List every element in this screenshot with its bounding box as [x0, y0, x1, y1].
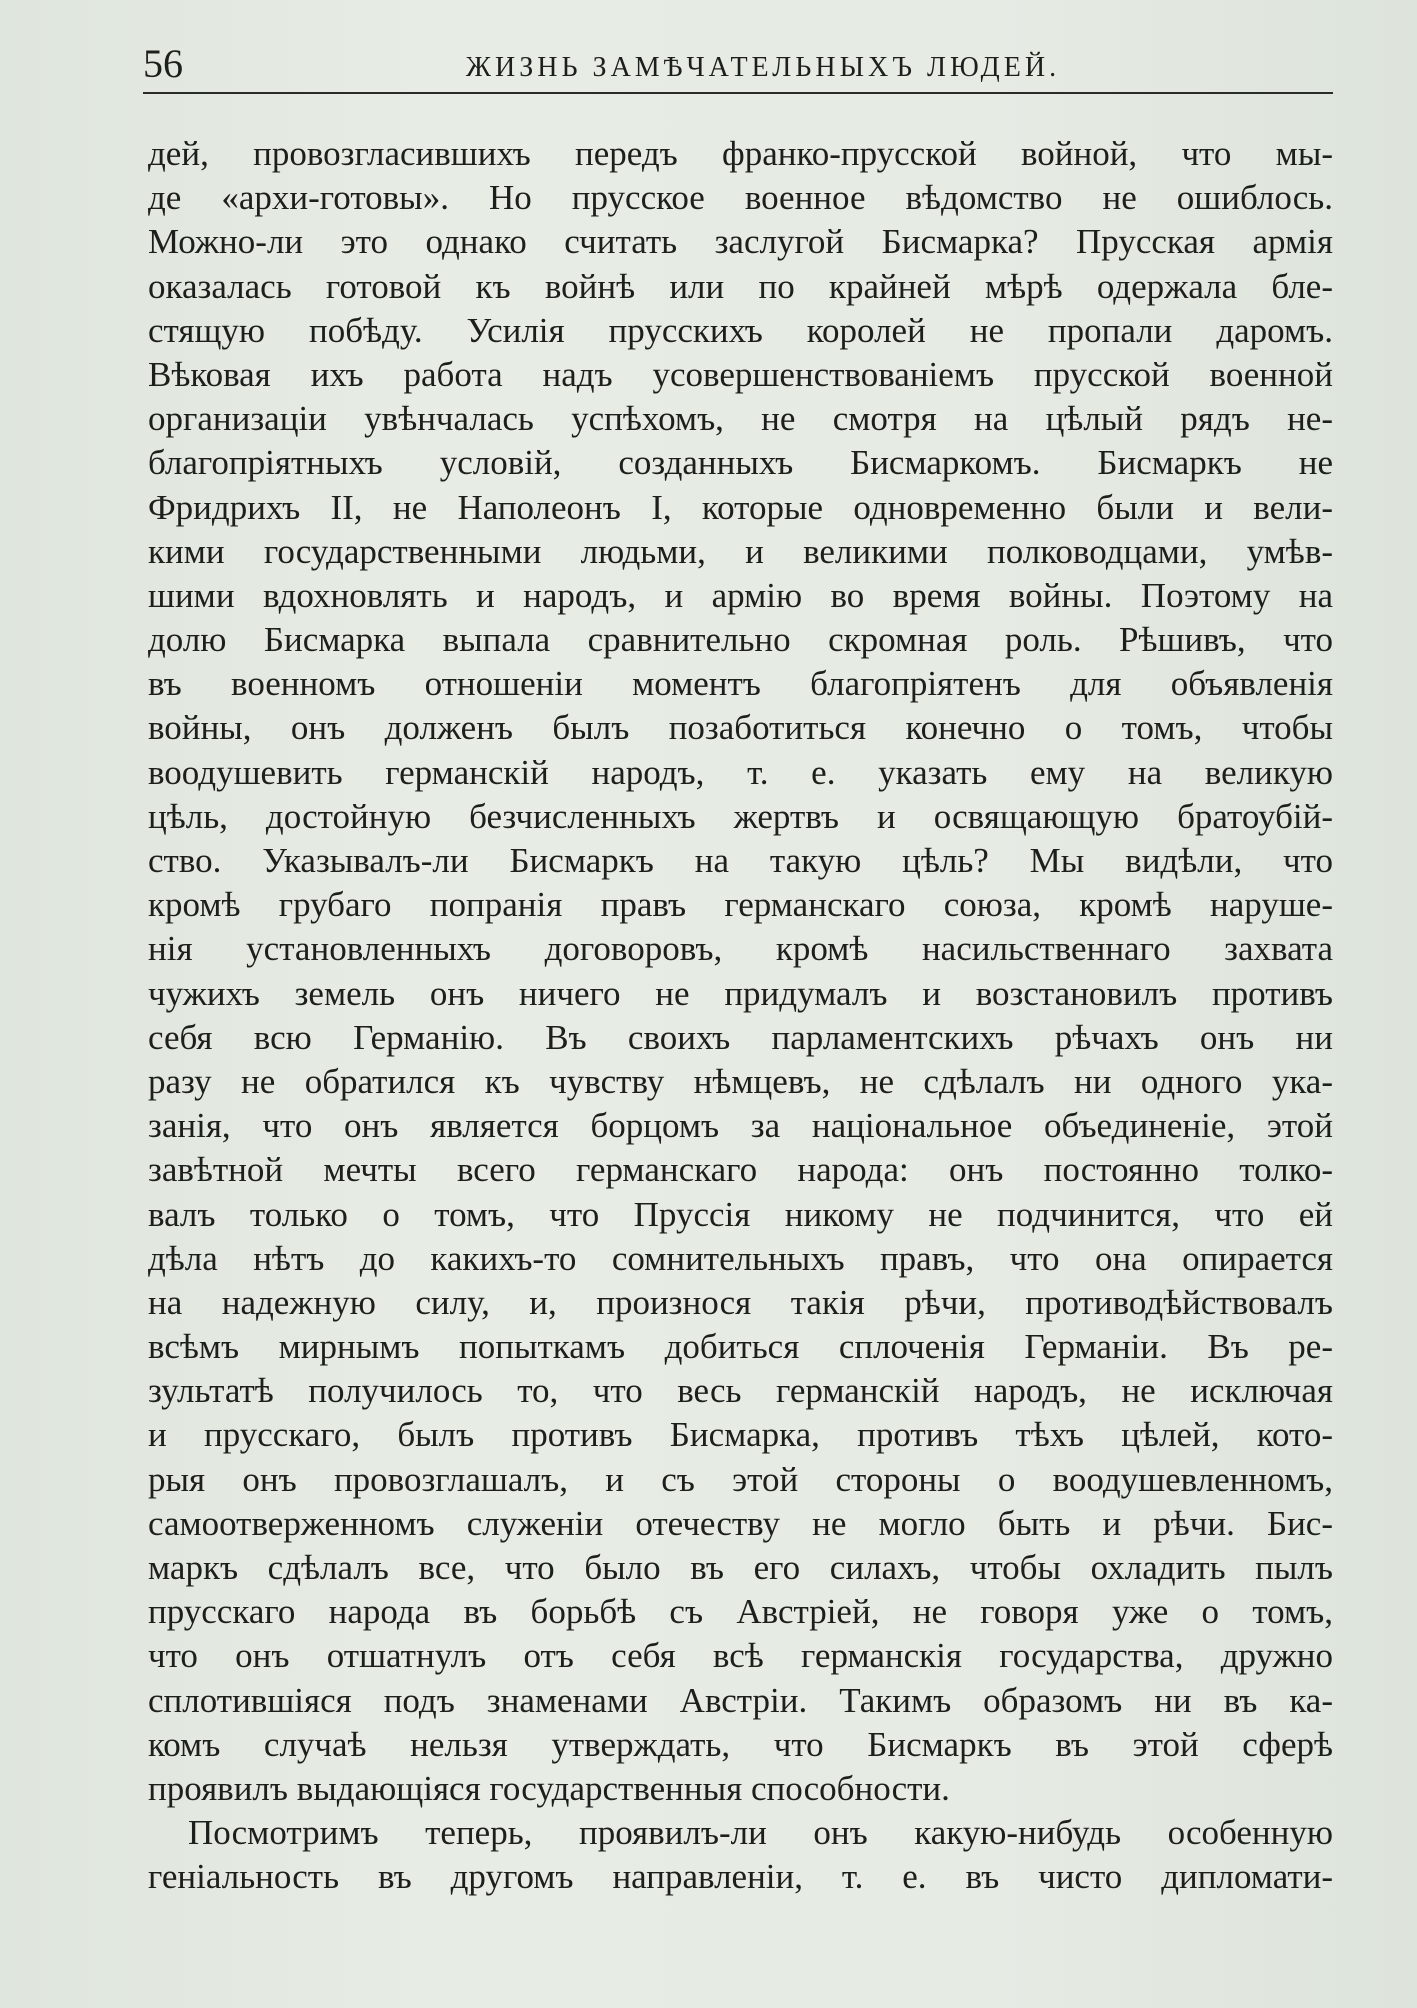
text-line: Можно-ли это однако считать заслугой Бисмарка? Прусская армія	[148, 222, 1333, 262]
text-line: нія установленныхъ договоровъ, кромѣ насильственнаго захвата	[148, 929, 1333, 969]
text-line: на надежную силу, и, произнося такія рѣчи, противодѣйствовалъ	[148, 1282, 1333, 1322]
text-line: завѣтной мечты всего германскаго народа: онъ постоянно толко-	[148, 1150, 1333, 1190]
text-line: организаціи увѣнчалась успѣхомъ, не смотря на цѣлый рядъ не-	[148, 399, 1333, 439]
text-line: проявилъ выдающіяся государственныя способности.	[148, 1768, 950, 1808]
text-line: кромѣ грубаго попранія правъ германскаго союза, кромѣ наруше-	[148, 885, 1333, 925]
text-line: шими вдохновлять и народъ, и армію во время войны. Поэтому на	[148, 575, 1333, 615]
text-line: рыя онъ провозглашалъ, и съ этой стороны о воодушевленномъ,	[148, 1459, 1333, 1499]
text-line: маркъ сдѣлалъ все, что было въ его силахъ, чтобы охладить пылъ	[148, 1548, 1333, 1587]
text-line: Вѣковая ихъ работа надъ усовершенствованіемъ прусской военной	[148, 354, 1333, 394]
text-line: сплотившіяся подъ знаменами Австріи. Такимъ образомъ ни въ ка-	[148, 1680, 1333, 1720]
text-line: валъ только о томъ, что Пруссія никому не подчинится, что ей	[148, 1194, 1333, 1234]
text-line: зультатѣ получилось то, что весь германскій народъ, не исключая	[148, 1371, 1333, 1411]
text-line: цѣль, достойную безчисленныхъ жертвъ и освящающую братоубій-	[148, 796, 1333, 836]
text-line: что онъ отшатнулъ отъ себя всѣ германскія государства, дружно	[148, 1636, 1333, 1676]
text-line: геніальность въ другомъ направленіи, т. е. въ чисто дипломати-	[148, 1857, 1333, 1897]
text-line: оказалась готовой къ войнѣ или по крайней мѣрѣ одержала бле-	[148, 266, 1333, 306]
text-line: ство. Указывалъ-ли Бисмаркъ на такую цѣль? Мы видѣли, что	[148, 841, 1333, 880]
text-line: чужихъ земель онъ ничего не придумалъ и возстановилъ противъ	[148, 973, 1333, 1013]
text-line: кими государственными людьми, и великими полководцами, умѣв-	[148, 531, 1333, 571]
text-line: де «архи-готовы». Но прусское военное вѣдомство не ошиблось.	[148, 178, 1333, 218]
text-line: дѣла нѣтъ до какихъ-то сомнительныхъ правъ, что она опирается	[148, 1238, 1333, 1278]
text-line: Посмотримъ теперь, проявилъ-ли онъ какую-нибудь особенную	[188, 1813, 1333, 1853]
text-line: себя всю Германію. Въ своихъ парламентскихъ рѣчахъ онъ ни	[148, 1017, 1333, 1057]
text-line: долю Бисмарка выпала сравнительно скромная роль. Рѣшивъ, что	[148, 620, 1333, 660]
text-line: дей, провозгласившихъ передъ франко-прусской войной, что мы-	[148, 134, 1333, 173]
page-header	[143, 40, 1333, 94]
text-line: стящую побѣду. Усилія прусскихъ королей не пропали даромъ.	[148, 310, 1333, 350]
text-line: войны, онъ долженъ былъ позаботиться конечно о томъ, чтобы	[148, 708, 1333, 748]
text-line: занія, что онъ является борцомъ за національное объединеніе, этой	[148, 1106, 1333, 1146]
text-line: благопріятныхъ условій, созданныхъ Бисмаркомъ. Бисмаркъ не	[148, 443, 1333, 483]
text-line: комъ случаѣ нельзя утверждать, что Бисмаркъ въ этой сферѣ	[148, 1724, 1333, 1764]
text-line: Фридрихъ II, не Наполеонъ I, которые одновременно были и вели-	[148, 487, 1333, 527]
page-number: 56	[143, 41, 183, 86]
text-line: самоотверженномъ служеніи отечеству не могло быть и рѣчи. Бис-	[148, 1503, 1333, 1543]
text-line: и прусскаго, былъ противъ Бисмарка, противъ тѣхъ цѣлей, кото-	[148, 1415, 1333, 1455]
text-line: разу не обратился къ чувству нѣмцевъ, не сдѣлалъ ни одного ука-	[148, 1061, 1333, 1101]
body-text	[148, 132, 1333, 1900]
text-line: воодушевить германскій народъ, т. е. указать ему на великую	[148, 752, 1333, 792]
text-line: прусскаго народа въ борьбѣ съ Австріей, не говоря уже о томъ,	[148, 1592, 1333, 1632]
text-line: всѣмъ мирнымъ попыткамъ добиться сплоченія Германіи. Въ ре-	[148, 1327, 1333, 1367]
text-line: въ военномъ отношеніи моментъ благопріятенъ для объявленія	[148, 664, 1333, 704]
running-title: ЖИЗНЬ ЗАМѢЧАТЕЛЬНЫХЪ ЛЮДЕЙ.	[465, 52, 1061, 83]
